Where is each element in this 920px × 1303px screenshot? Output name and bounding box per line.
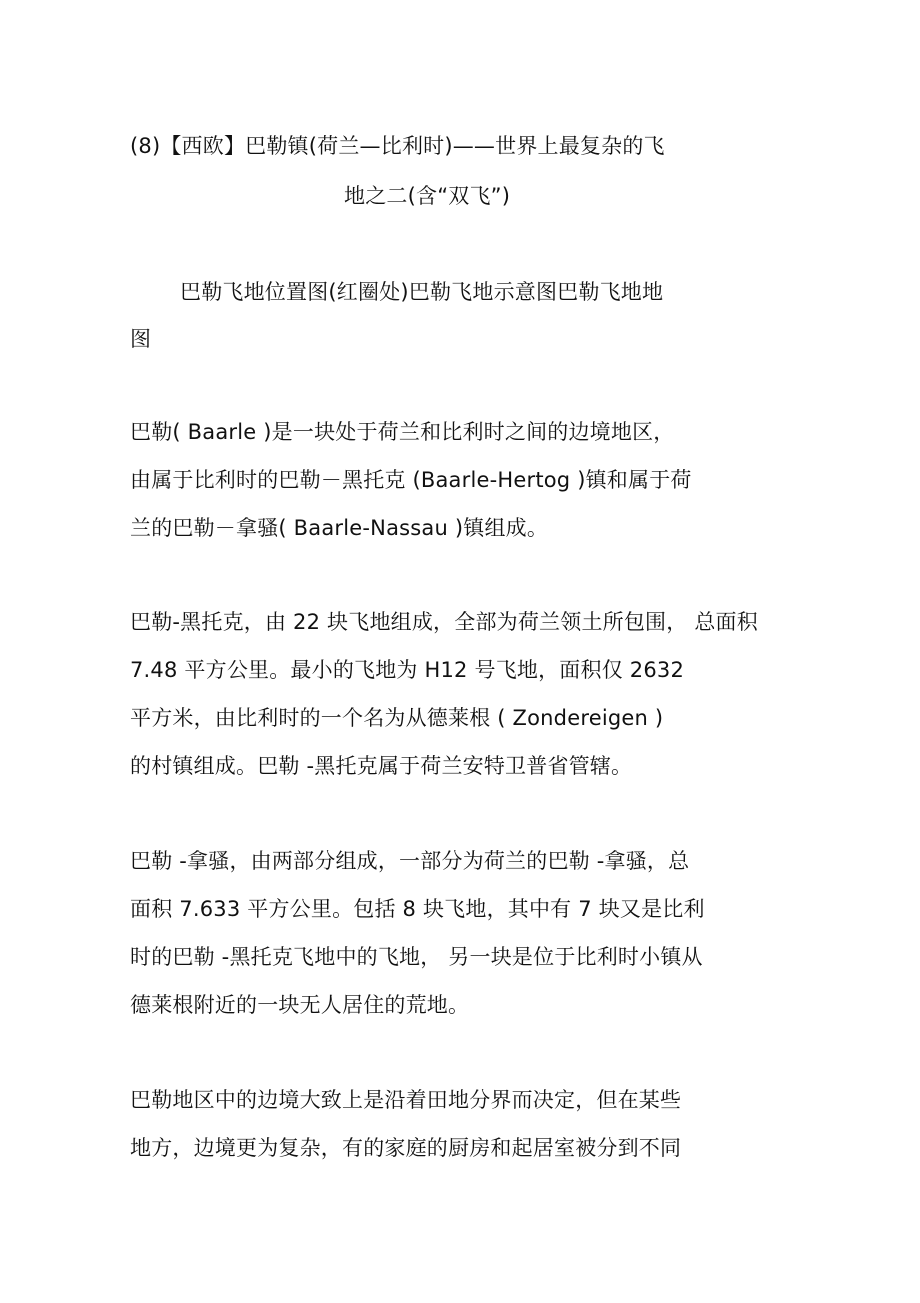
figure-caption-line-1: 巴勒飞地位置图(红圈处)巴勒飞地示意图巴勒飞地地 [180,280,664,304]
paragraph-4-line-2: 地方，边境更为复杂，有的家庭的厨房和起居室被分到不同 [130,1136,682,1160]
figure-caption-line-2: 图 [130,327,152,351]
paragraph-3-line-1: 巴勒 -拿骚，由两部分组成，一部分为荷兰的巴勒 -拿骚，总 [130,849,690,873]
paragraph-1-line-3: 兰的巴勒－拿骚( Baarle-Nassau )镇组成。 [130,516,549,540]
paragraph-2-line-2: 7.48 平方公里。最小的飞地为 H12 号飞地，面积仅 2632 [130,658,685,682]
paragraph-1-line-2: 由属于比利时的巴勒－黑托克 (Baarle-Hertog )镇和属于荷 [130,468,692,492]
paragraph-2-line-4: 的村镇组成。巴勒 -黑托克属于荷兰安特卫普省管辖。 [130,754,633,778]
paragraph-3-line-3: 时的巴勒 -黑托克飞地中的飞地， 另一块是位于比利时小镇从 [130,945,703,969]
paragraph-2-line-3: 平方米，由比利时的一个名为从德莱根 ( Zondereigen ) [130,706,664,730]
document-title-line-1: (8)【西欧】巴勒镇(荷兰—比利时)——世界上最复杂的飞 [130,134,665,158]
paragraph-3-line-2: 面积 7.633 平方公里。包括 8 块飞地，其中有 7 块又是比利 [130,897,705,921]
paragraph-4-line-1: 巴勒地区中的边境大致上是沿着田地分界而决定，但在某些 [130,1088,682,1112]
document-title-line-2: 地之二(含“双飞”) [344,184,511,208]
paragraph-2-line-1: 巴勒-黑托克，由 22 块飞地组成，全部为荷兰领土所包围， 总面积 [130,610,758,634]
paragraph-1-line-1: 巴勒( Baarle )是一块处于荷兰和比利时之间的边境地区， [130,420,675,444]
paragraph-3-line-4: 德莱根附近的一块无人居住的荒地。 [130,993,470,1017]
